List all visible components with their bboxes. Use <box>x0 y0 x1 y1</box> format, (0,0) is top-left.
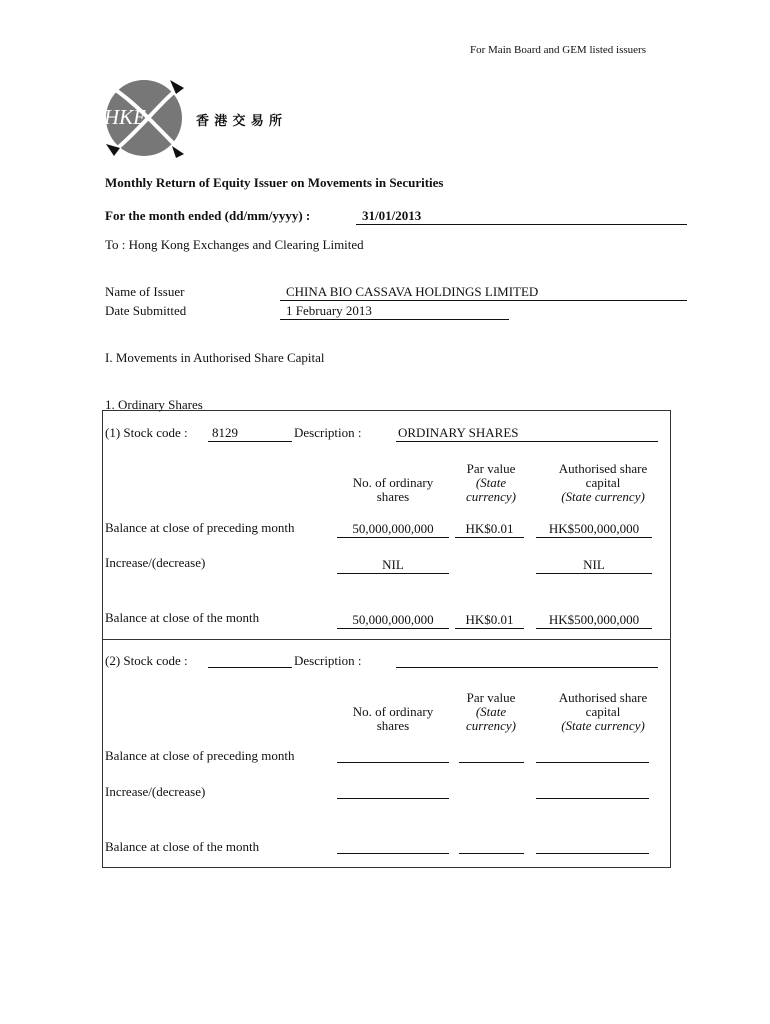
column-header-text: (State <box>475 475 507 490</box>
hkex-logo <box>100 76 290 160</box>
column-header-text: No. of ordinary <box>352 704 434 719</box>
column-header-text: Authorised share <box>558 690 648 705</box>
date-value: 1 February 2013 <box>280 303 509 320</box>
column-header-text: capital <box>585 475 621 490</box>
cell-closing-authorised: HK$500,000,000 <box>536 612 652 629</box>
section-title: I. Movements in Authorised Share Capital <box>105 350 325 365</box>
cell-preceding-shares <box>337 748 449 763</box>
column-header-text: currency) <box>465 718 517 733</box>
cell-change-authorised <box>536 784 649 799</box>
section-subtitle: 1. Ordinary Shares <box>105 397 203 412</box>
column-header-text: Par value <box>466 690 516 705</box>
column-header-shares <box>336 476 450 504</box>
audience-note: For Main Board and GEM listed issuers <box>470 44 646 56</box>
cell-closing-authorised <box>536 839 649 854</box>
row-label-preceding: Balance at close of preceding month <box>105 748 295 763</box>
column-header-text: (State currency) <box>561 718 645 733</box>
description-value: ORDINARY SHARES <box>396 425 658 442</box>
cell-change-shares <box>337 784 449 799</box>
cell-change-shares: NIL <box>337 557 449 574</box>
column-header-par <box>455 691 527 733</box>
issuer-value: CHINA BIO CASSAVA HOLDINGS LIMITED <box>280 284 687 301</box>
logo-chinese-text: 香 港 交 易 所 <box>196 113 284 128</box>
cell-preceding-authorised: HK$500,000,000 <box>536 521 652 538</box>
stock-code-value: 8129 <box>208 425 292 442</box>
month-value: 31/01/2013 <box>356 208 687 225</box>
hkex-logo-icon <box>100 76 192 160</box>
cell-preceding-shares: 50,000,000,000 <box>337 521 449 538</box>
column-header-par <box>455 462 527 504</box>
cell-change-authorised: NIL <box>536 557 652 574</box>
row-label-closing: Balance at close of the month <box>105 610 260 625</box>
cell-preceding-par <box>459 748 524 763</box>
stock-code-label: (1) Stock code : <box>105 425 188 440</box>
month-label: For the month ended (dd/mm/yyyy) : <box>105 208 311 223</box>
cell-closing-shares: 50,000,000,000 <box>337 612 449 629</box>
description-value <box>396 653 658 668</box>
column-header-text: shares <box>376 718 410 733</box>
row-label-preceding: Balance at close of preceding month <box>105 520 295 535</box>
stock-code-label: (2) Stock code : <box>105 653 188 668</box>
column-header-shares <box>336 705 450 733</box>
block-divider <box>102 639 671 640</box>
to-line: To : Hong Kong Exchanges and Clearing Limited <box>105 237 364 252</box>
column-header-text: shares <box>376 489 410 504</box>
column-header-authorised <box>540 462 666 504</box>
cell-preceding-authorised <box>536 748 649 763</box>
cell-closing-par: HK$0.01 <box>455 612 524 629</box>
column-header-authorised <box>540 691 666 733</box>
description-label: Description : <box>294 653 362 668</box>
column-header-text: (State currency) <box>561 489 645 504</box>
cell-closing-shares <box>337 839 449 854</box>
column-header-text: No. of ordinary <box>352 475 434 490</box>
row-label-closing: Balance at close of the month <box>105 839 260 854</box>
form-title: Monthly Return of Equity Issuer on Movements in Securities <box>105 175 444 190</box>
column-header-text: (State <box>475 704 507 719</box>
column-header-text: currency) <box>465 489 517 504</box>
column-header-text: Par value <box>466 461 516 476</box>
column-header-text: capital <box>585 704 621 719</box>
date-label: Date Submitted <box>105 303 187 318</box>
row-label-change: Increase/(decrease) <box>105 555 206 570</box>
column-header-text: Authorised share <box>558 461 648 476</box>
description-label: Description : <box>294 425 362 440</box>
cell-preceding-par: HK$0.01 <box>455 521 524 538</box>
stock-code-value <box>208 653 292 668</box>
cell-closing-par <box>459 839 524 854</box>
logo-text: HKE <box>104 105 146 129</box>
row-label-change: Increase/(decrease) <box>105 784 206 799</box>
issuer-label: Name of Issuer <box>105 284 185 299</box>
